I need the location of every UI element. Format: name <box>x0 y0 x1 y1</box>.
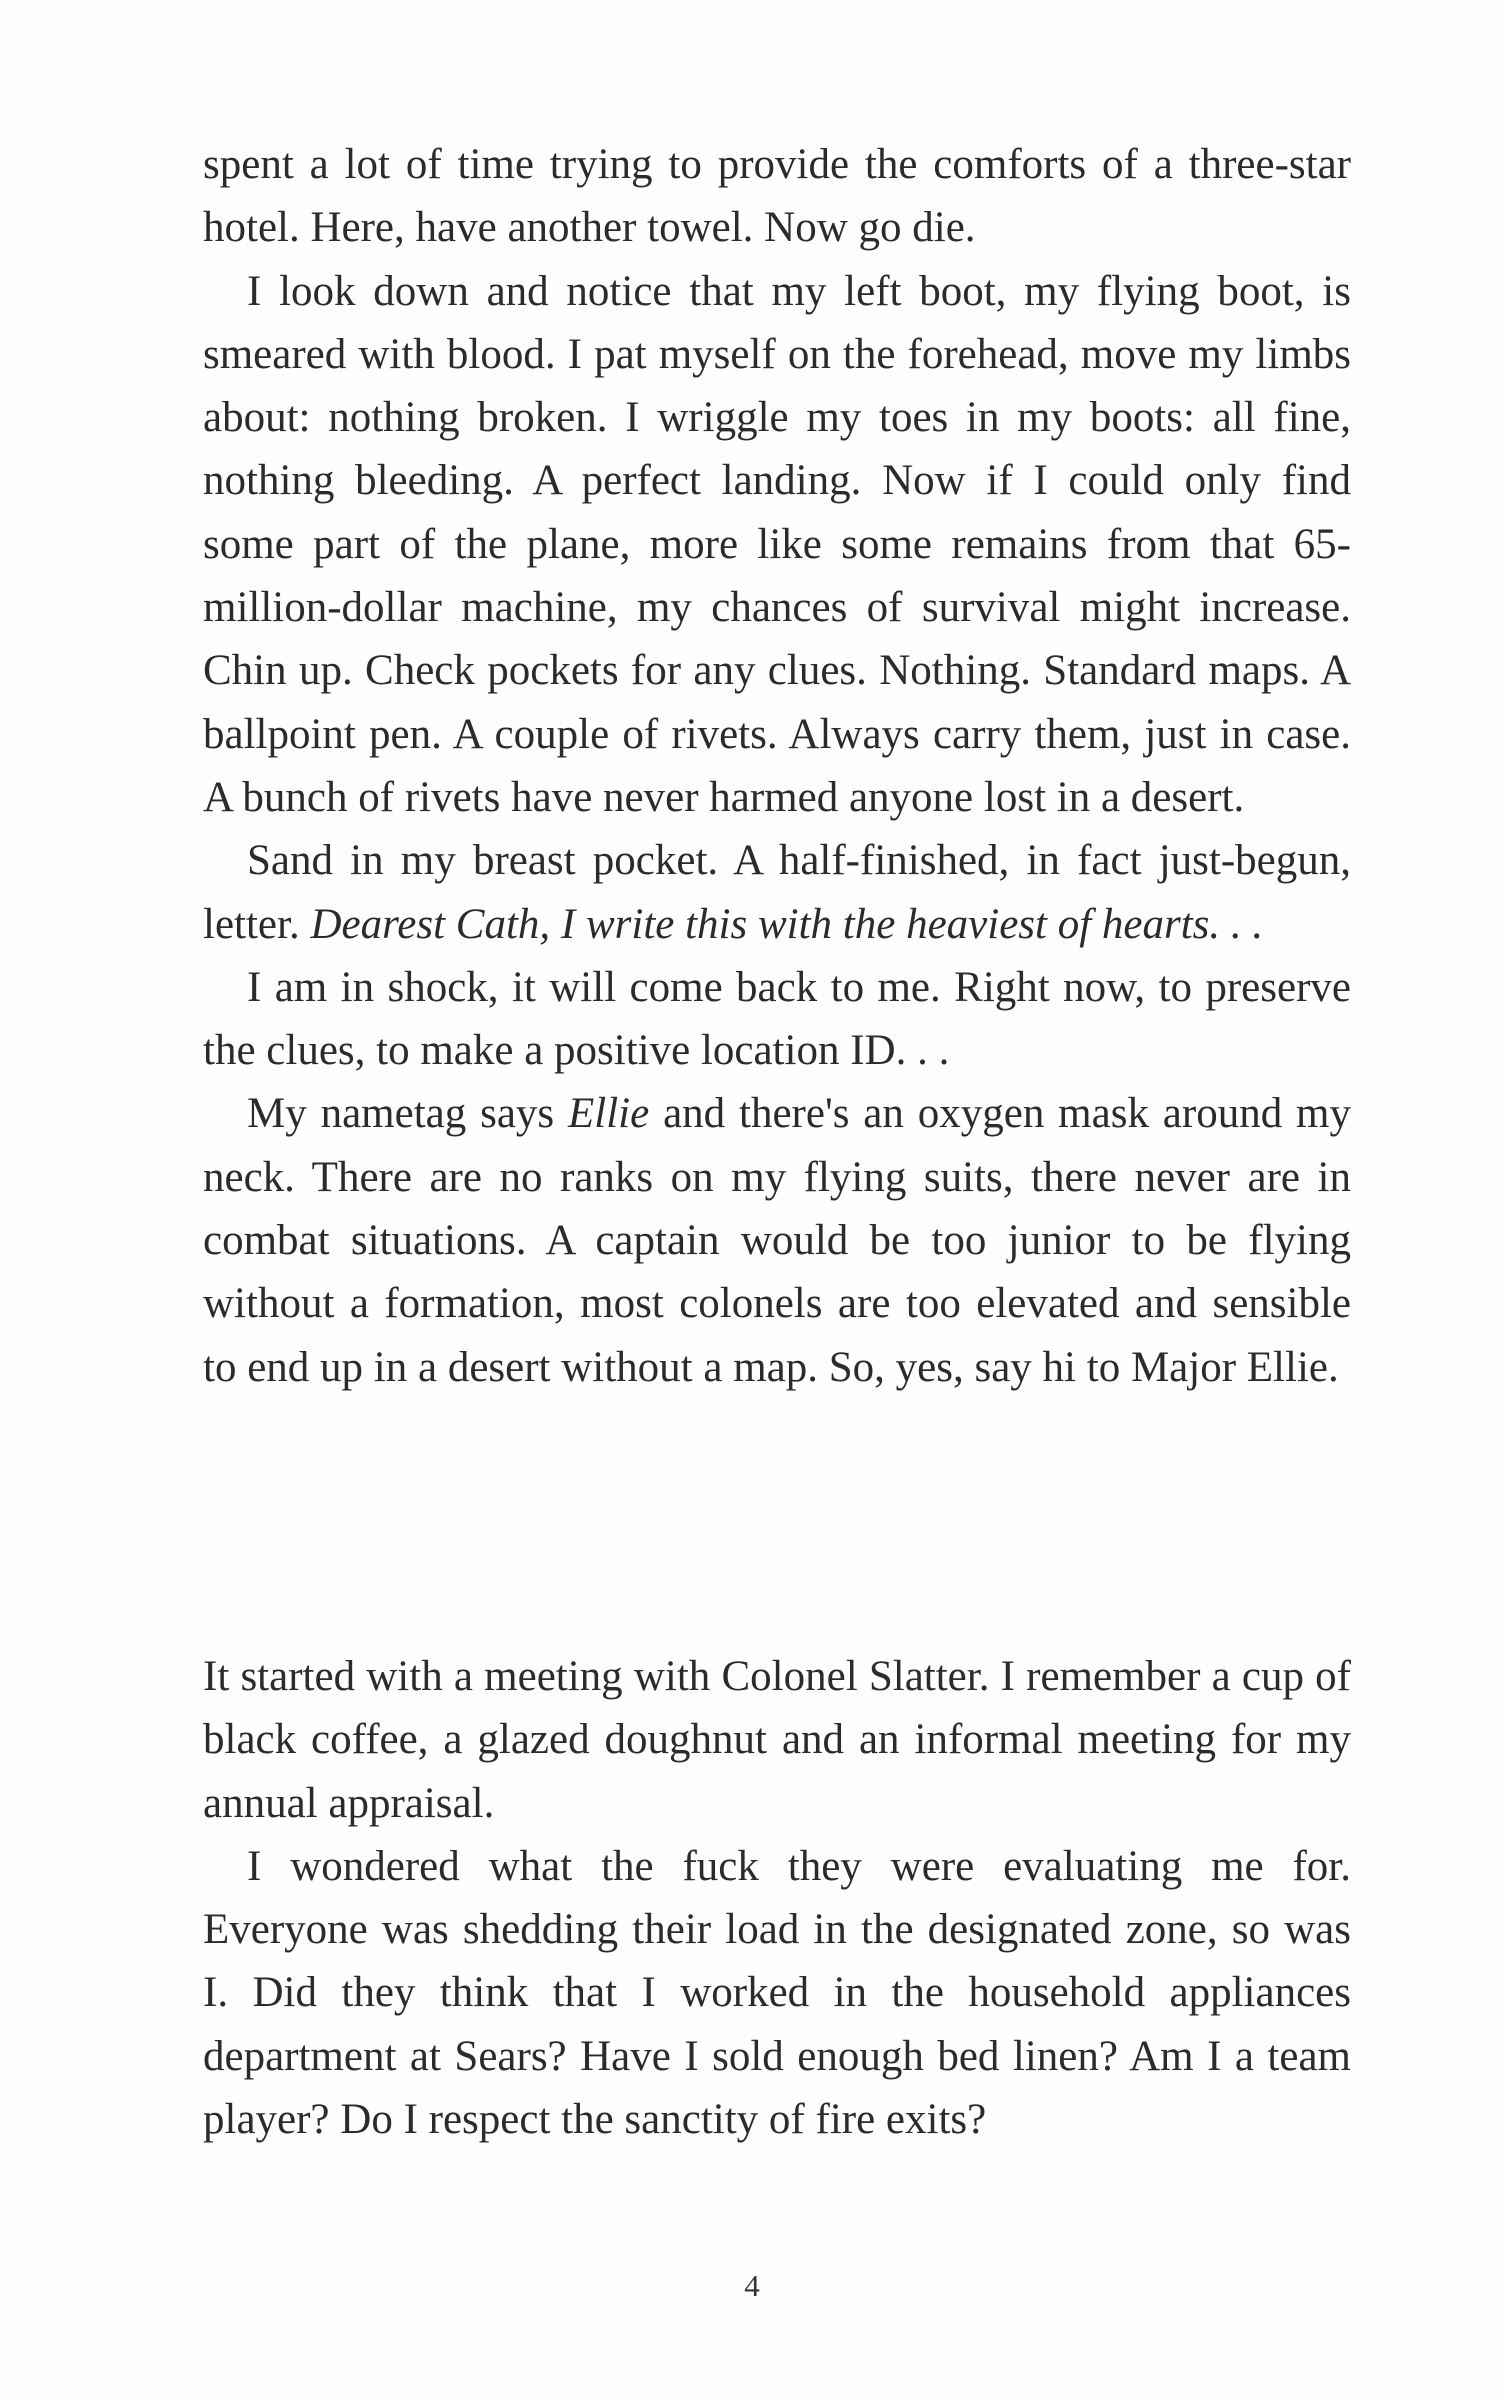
nametag-name: Ellie <box>568 1090 650 1138</box>
letter-italic-text: Dearest Cath, I write this with the heaviest of hearts. . . <box>310 900 1264 948</box>
nametag-after: and there's an oxygen mask around my neck. There are no ranks on my flying suits, there never are in combat situations. A captain would be too junior to be flying without a formation, most colonels are too elevated and sensible to end up in a desert without a map. So, yes, say hi to Major Ellie. <box>203 1090 1352 1391</box>
paragraph-boot: I look down and notice that my left boot, my flying boot, is smeared with blood. I pat myself on the forehead, move my limbs about: nothing broken. I wriggle my toes in my boots: all fine, nothing bleeding. A perfect landing. Now if I could only find some part of the plane, more like some remains from that 65-million-dollar machine, my chances of survival might increase. Chin up. Check pockets for any clues. Nothing. Standard maps. A ballpoint pen. A couple of rivets. Always carry them, just in case. A bunch of rivets have never harmed anyone lost in a desert. <box>203 267 1351 821</box>
paragraph-colonel: It started with a meeting with Colonel Slatter. I remember a cup of black coffee, a glazed doughnut and an informal meeting for my annual appraisal. <box>203 1653 1351 1827</box>
paragraph-nametag <box>203 1082 1351 1398</box>
paragraph-shock: I am in shock, it will come back to me. Right now, to preserve the clues, to make a positive location ID. . . <box>203 963 1351 1075</box>
section-two <box>203 1645 1351 2151</box>
nametag-before: My nametag says <box>247 1090 569 1138</box>
letter-lead-text: Sand in my breast pocket. A half-finished, in fact just-begun, letter. <box>203 837 1351 948</box>
paragraph-continued: spent a lot of time trying to provide the comforts of a three-star hotel. Here, have another towel. Now go die. <box>203 141 1351 252</box>
section-one <box>203 133 1351 1399</box>
paragraph-letter <box>203 829 1351 956</box>
page-number: 4 <box>744 2268 760 2303</box>
paragraph-appraisal: I wondered what the fuck they were evaluating me for. Everyone was shedding their load in the designated zone, so was I. Did they think that I worked in the household appliances department at Sears? Have I sold enough bed linen? Am I a team player? Do I respect the sanctity of fire exits? <box>203 1842 1351 2144</box>
